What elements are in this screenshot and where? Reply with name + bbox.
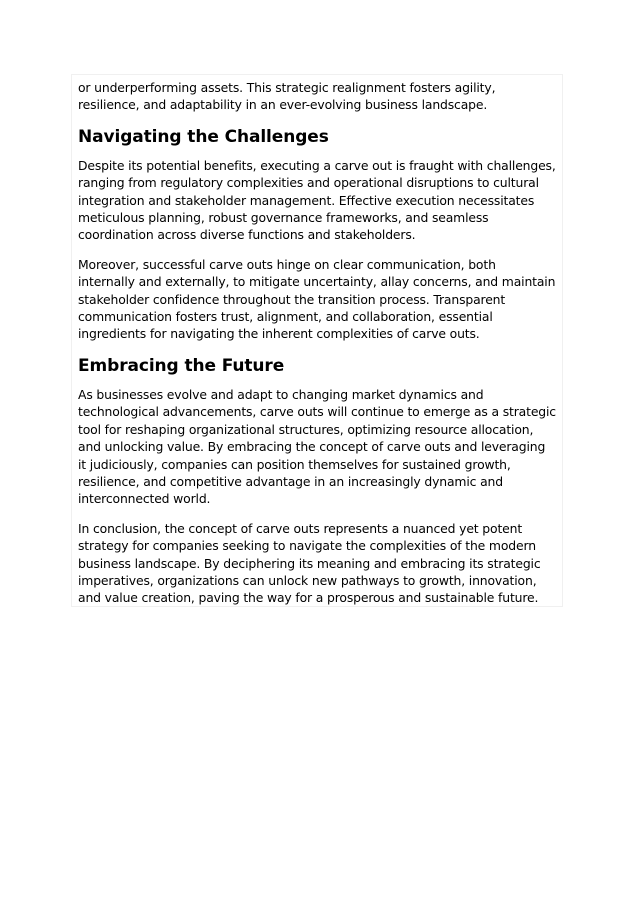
section-heading-future: Embracing the Future (78, 355, 285, 376)
challenges-paragraph-2: Moreover, successful carve outs hinge on clear communication, both internally and externally, to mitigate uncertainty, allay concerns, and maintain stakeholder confidence throughout the transition process. Transparent communication fosters trust, alignment, and collaboration, essential ingredients for navigating the inherent complexities of carve outs. (78, 256, 556, 342)
article-body (71, 74, 563, 607)
future-paragraph-2: In conclusion, the concept of carve outs represents a nuanced yet potent strategy for companies seeking to navigate the complexities of the modern business landscape. By deciphering its meaning and embracing its strategic imperatives, organizations can unlock new pathways to growth, innovation, and value creation, paving the way for a prosperous and sustainable future. (78, 520, 541, 606)
future-paragraph-1: As businesses evolve and adapt to changing market dynamics and technological advancements, carve outs will continue to emerge as a strategic tool for reshaping organizational structures, optimizing resource allocation, and unlocking value. By embracing the concept of carve outs and leveraging it judiciously, companies can position themselves for sustained growth, resilience, and competitive advantage in an increasingly dynamic and interconnected world. (78, 386, 556, 507)
intro-paragraph: or underperforming assets. This strategic realignment fosters agility, resilience, and adaptability in an ever-evolving business landscape. (78, 80, 496, 113)
section-heading-challenges: Navigating the Challenges (78, 126, 329, 147)
challenges-paragraph-1: Despite its potential benefits, executing a carve out is fraught with challenges, ranging from regulatory complexities and operational disruptions to cultural integration and stakeholder management. Effective execution necessitates meticulous planning, robust governance frameworks, and seamless coordination across diverse functions and stakeholders. (78, 157, 556, 243)
